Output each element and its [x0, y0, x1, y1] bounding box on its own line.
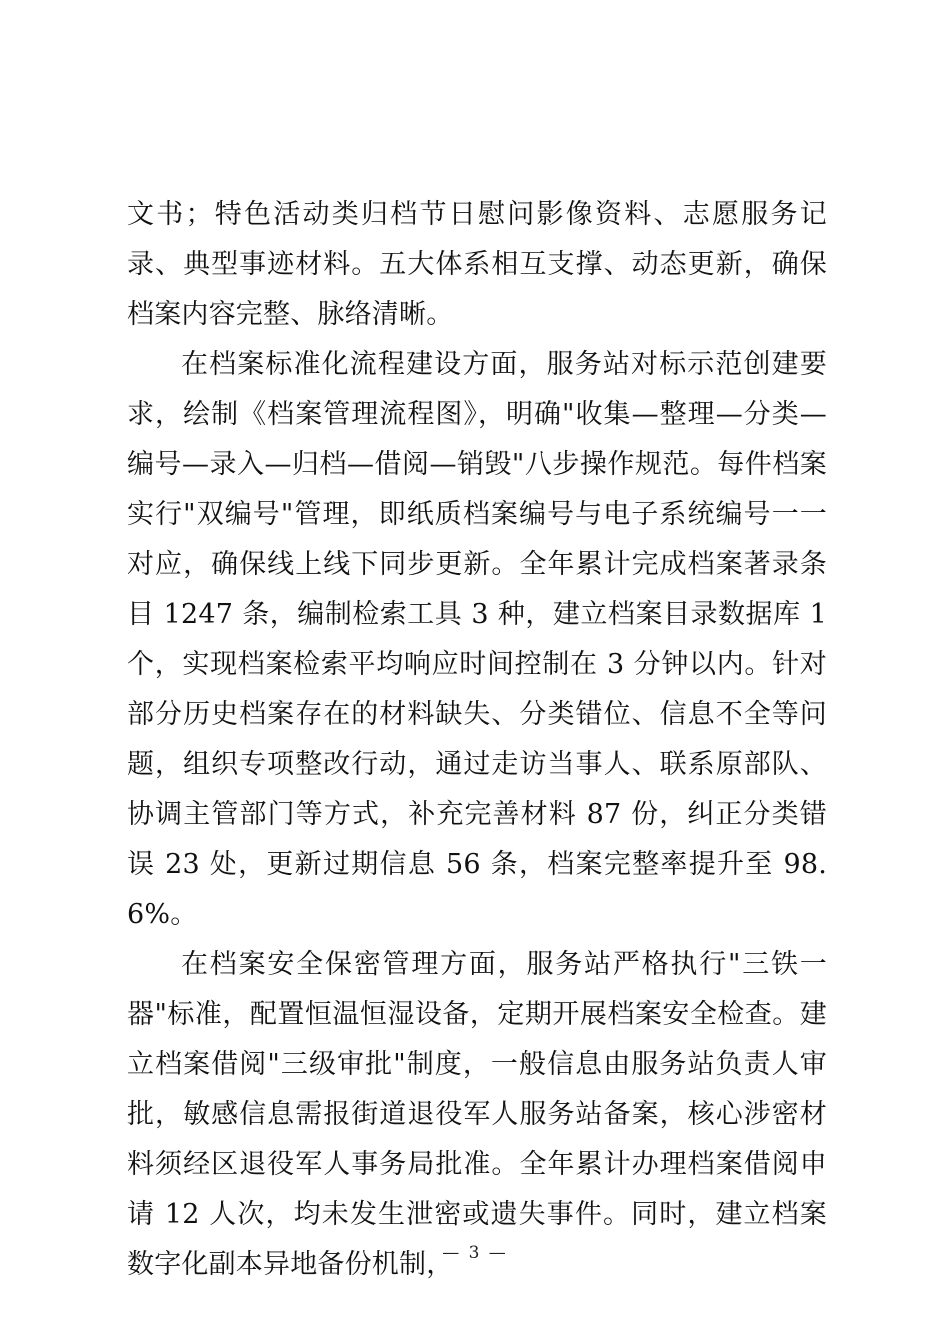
paragraph-1: 文书；特色活动类归档节日慰问影像资料、志愿服务记录、典型事迹材料。五大体系相互支撑、动态更新，确保档案内容完整、脉络清晰。 [127, 199, 827, 330]
paragraph-2: 在档案标准化流程建设方面，服务站对标示范创建要求，绘制《档案管理流程图》，明确"收集—整理—分类—编号—录入—归档—借阅—销毁"八步操作规范。每件档案实行"双编号"管理，即纸质档案编号与电子系统编号一一对应，确保线上线下同步更新。全年累计完成档案著录条目 1247 条，编制检索工具 3 种，建立档案目录数据库 1 个，实现档案检索平均响应时间控制在 3 分钟以内。针对部分历史档案存在的材料缺失、分类错位、信息不全等问题，组织专项整改行动，通过走访当事人、联系原部队、协调主管部门等方式，补充完善材料 87 份，纠正分类错误 23 处，更新过期信息 56 条，档案完整率提升至 98.6%。 [127, 349, 827, 930]
page-number: — 3 — [442, 1243, 508, 1263]
document-body [127, 190, 827, 1290]
paragraph-3: 在档案安全保密管理方面，服务站严格执行"三铁一器"标准，配置恒温恒湿设备，定期开展档案安全检查。建立档案借阅"三级审批"制度，一般信息由服务站负责人审批，敏感信息需报街道退役军人服务站备案，核心涉密材料须经区退役军人事务局批准。全年累计办理档案借阅申请 12 人次，均未发生泄密或遗失事件。同时，建立档案数字化副本异地备份机制， [127, 949, 827, 1280]
